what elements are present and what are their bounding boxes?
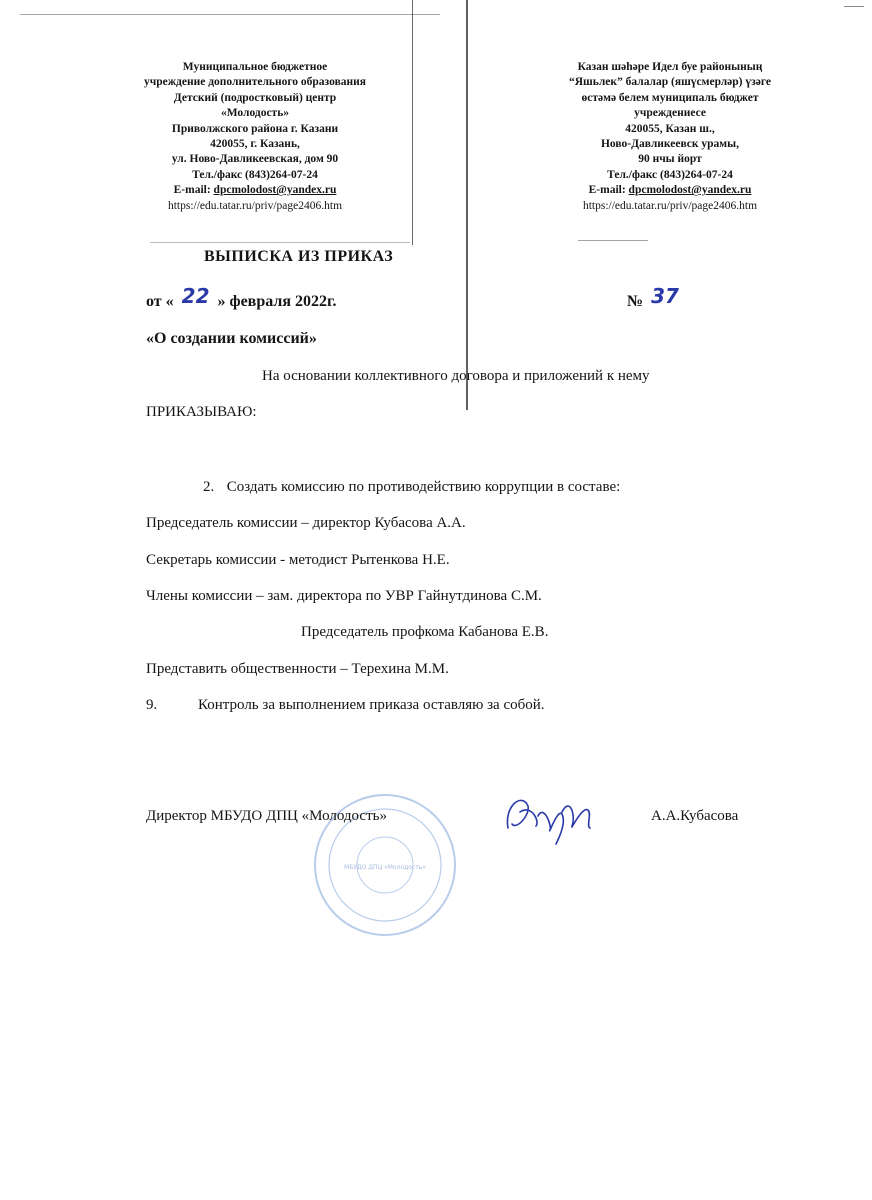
header-right [520, 60, 820, 214]
header-left-line: Детский (подростковый) центр [173, 91, 337, 104]
item-text: Контроль за выполнением приказа оставляю за собой. [198, 697, 545, 713]
header-left-line: 420055, г. Казань, [210, 138, 300, 151]
date-suffix: » февраля 2022г. [217, 293, 337, 310]
date-prefix: от « [146, 293, 174, 310]
item-text: Создать комиссию по противодействию коррупции в составе: [226, 479, 621, 495]
header-left-line: Тел./факс (843)264-07-24 [192, 168, 318, 181]
scan-artifact-line [20, 14, 440, 15]
commission-secretary: Секретарь комиссии - методист Рытенкова Н.Е. [146, 552, 450, 568]
header-left-url[interactable]: https://edu.tatar.ru/priv/page2406.htm [167, 199, 343, 212]
handwritten-signature [500, 786, 600, 848]
header-right-url[interactable]: https://edu.tatar.ru/priv/page2406.htm [582, 199, 758, 212]
number-label: № [627, 293, 644, 310]
header-right-line: учреждениесе [634, 107, 706, 120]
document-title: ВЫПИСКА ИЗ ПРИКАЗ [204, 248, 394, 265]
header-left-line: «Молодость» [220, 107, 290, 120]
commission-public-rep: Представить общественности – Терехина М.М. [146, 661, 449, 677]
header-right-line: өстәмә белем муниципаль бюджет [581, 91, 759, 104]
header-right-line: Тел./факс (843)264-07-24 [607, 168, 733, 181]
scan-artifact-line [412, 0, 413, 245]
header-right-line: Ново-Давликеевск урамы, [600, 138, 739, 151]
commission-union-chair: Председатель профкома Кабанова Е.В. [301, 624, 549, 640]
item-number: 2. [203, 479, 215, 495]
scan-artifact-line [150, 242, 410, 243]
item-2 [203, 479, 620, 496]
number-value-handwritten: 37 [651, 284, 679, 308]
stamp-label: МБУДО ДПЦ «Молодость» [344, 864, 426, 871]
order-word: ПРИКАЗЫВАЮ: [146, 404, 257, 420]
header-right-email [520, 183, 820, 198]
scan-artifact-line [466, 0, 468, 410]
order-subject: «О создании комиссий» [146, 330, 317, 347]
signature-name: А.А.Кубасова [651, 808, 739, 824]
scan-artifact-line [578, 240, 648, 241]
order-number [627, 284, 679, 311]
header-left-line: учреждение дополнительного образования [143, 76, 367, 89]
order-date [146, 284, 337, 311]
scan-artifact-line [844, 6, 864, 7]
commission-members: Члены комиссии – зам. директора по УВР Гайнутдинова С.М. [146, 588, 542, 604]
header-right-line: “Яшьлек” балалар (яшүсмерләр) үзәге [569, 76, 771, 89]
email-link[interactable]: dpcmolodost@yandex.ru [628, 184, 752, 197]
header-right-line: 420055, Казан ш., [625, 122, 715, 135]
item-9 [146, 697, 545, 714]
header-left-line: Муниципальное бюджетное [182, 61, 328, 73]
header-right-line: Казан шәһәре Идел буе районының [577, 61, 763, 73]
date-day-handwritten: 22 [181, 284, 210, 308]
order-basis: На основании коллективного договора и приложений к нему [262, 368, 650, 384]
email-label: E-mail: [588, 184, 629, 197]
signature-position: Директор МБУДО ДПЦ «Молодость» [146, 808, 387, 824]
header-left-line: Приволжского района г. Казани [171, 122, 339, 135]
header-left-email [110, 183, 400, 198]
header-left-line: ул. Ново-Давликеевская, дом 90 [171, 153, 339, 166]
header-right-line: 90 нчы йорт [638, 153, 702, 166]
email-label: E-mail: [173, 184, 214, 197]
header-left [110, 60, 400, 214]
email-link[interactable]: dpcmolodost@yandex.ru [213, 184, 337, 197]
commission-chair: Председатель комиссии – директор Кубасова А.А. [146, 515, 466, 531]
item-number: 9. [146, 697, 158, 713]
